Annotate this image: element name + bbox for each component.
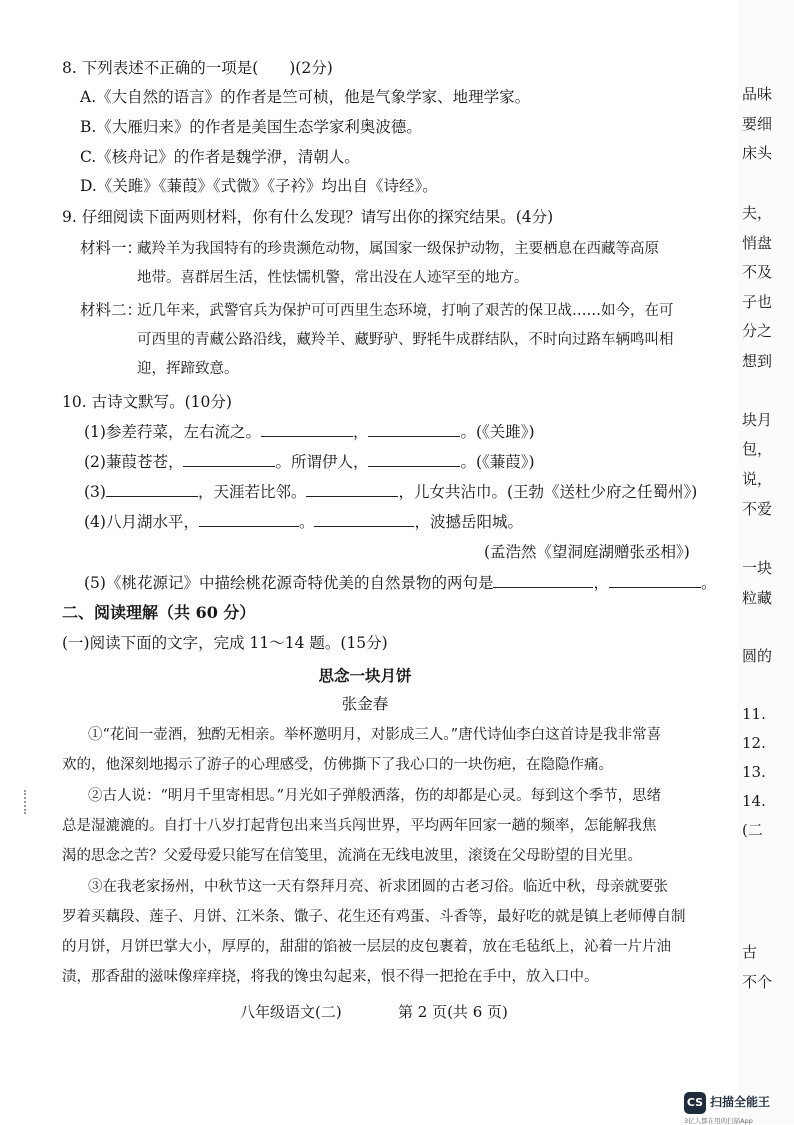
answer-blank[interactable] bbox=[199, 512, 299, 527]
camscanner-logo-icon: CS bbox=[684, 1092, 706, 1114]
section-two-instruction: (一)阅读下面的文字，完成 11～14 题。(15分) bbox=[62, 634, 388, 652]
fragment-text: 块月 bbox=[742, 411, 773, 429]
q10-item2-source: 。(《蒹葭》) bbox=[460, 453, 535, 471]
q10-item1-source: 。(《关雎》) bbox=[460, 423, 535, 441]
q10-item4-middle: 。 bbox=[298, 513, 315, 531]
fragment-text: 子也 bbox=[742, 293, 773, 311]
q10-item4-prompt: (4)八月湖水平， bbox=[84, 513, 199, 531]
q10-item4-end: ，波撼岳阳城。 bbox=[414, 513, 523, 531]
scanner-tagline: 3亿人都在用的扫描App bbox=[684, 1117, 753, 1125]
fragment-text: 品味 bbox=[742, 85, 773, 103]
fragment-text: 包， bbox=[742, 440, 773, 458]
answer-blank[interactable] bbox=[306, 482, 398, 497]
material-two-line3: 迎，挥蹄致意。 bbox=[137, 361, 239, 377]
paragraph-3-line1: ③在我老家扬州，中秋节这一天有祭拜月亮、祈求团圆的古老习俗。临近中秋，母亲就要张 bbox=[88, 879, 668, 895]
answer-blank[interactable] bbox=[314, 512, 414, 527]
q10-item3-prompt: (3) bbox=[84, 483, 106, 501]
fragment-text: 床头 bbox=[742, 144, 773, 162]
fragment-text: 古 bbox=[742, 943, 758, 961]
q10-item3 bbox=[84, 482, 697, 502]
q10-item1: (1)参差荇菜，左右流之。 ， 。(《关雎》) bbox=[84, 423, 535, 441]
fragment-text: 想到 bbox=[742, 352, 773, 370]
paragraph-1-line1: ①“花间一壶酒，独酌无相亲。举杯邀明月，对影成三人。”唐代诗仙李白这首诗是我非常喜 bbox=[88, 727, 662, 743]
section-two-title: 二、阅读理解（共 60 分） bbox=[62, 603, 256, 622]
q8-option-b: B.《大雁归来》的作者是美国生态学家利奥波德。 bbox=[80, 118, 422, 136]
scanner-app-name: 扫描全能王 bbox=[710, 1095, 771, 1109]
q10-item3-source: ，儿女共沾巾。(王勃《送杜少府之任蜀州》) bbox=[398, 483, 698, 501]
fragment-text: 不爱 bbox=[742, 500, 773, 518]
material-one-label: 材料一： bbox=[80, 239, 143, 257]
fragment-text: 13. bbox=[742, 763, 766, 781]
material-two-line2: 可西里的青藏公路沿线，藏羚羊、藏野驴、野牦牛成群结队，不时向过路车辆鸣叫相 bbox=[137, 332, 674, 348]
q8-stem: 8. 下列表述不正确的一项是( )(2分) bbox=[62, 59, 333, 77]
answer-blank[interactable] bbox=[106, 482, 198, 497]
fragment-text: 一块 bbox=[742, 559, 773, 577]
answer-blank[interactable] bbox=[368, 422, 460, 437]
answer-blank[interactable] bbox=[493, 573, 593, 588]
answer-blank[interactable] bbox=[261, 422, 353, 437]
margin-mark bbox=[24, 790, 29, 814]
q10-item1-prompt: (1)参差荇菜，左右流之。 bbox=[84, 423, 261, 441]
material-one-line2: 地带。喜群居生活，性怯懦机警，常出没在人迹罕至的地方。 bbox=[137, 270, 529, 286]
fragment-text: 说， bbox=[742, 470, 773, 488]
answer-blank[interactable] bbox=[368, 452, 460, 467]
fragment-text: 夫， bbox=[742, 204, 773, 222]
q9-stem: 9. 仔细阅读下面两则材料，你有什么发现？请写出你的探究结果。(4分) bbox=[62, 208, 554, 226]
article-author: 张金春 bbox=[341, 695, 389, 713]
q8-option-a: A.《大自然的语言》的作者是竺可桢，他是气象学家、地理学家。 bbox=[80, 88, 531, 106]
paragraph-2-line3: 渴的思念之苦？父爱母爱只能写在信笺里，流淌在无线电波里，滚烫在父母盼望的目光里。 bbox=[62, 848, 642, 864]
adjacent-page-fragment bbox=[738, 0, 794, 1124]
q10-item4-source: (孟浩然《望洞庭湖赠张丞相》) bbox=[484, 543, 690, 561]
q10-item2-prompt: (2)蒹葭苍苍， bbox=[84, 453, 184, 471]
answer-blank[interactable] bbox=[183, 452, 275, 467]
fragment-text: 悄盘 bbox=[742, 234, 773, 252]
q10-stem: 10. 古诗文默写。(10分) bbox=[62, 393, 232, 411]
fragment-text: 圆的 bbox=[742, 647, 773, 665]
q10-item5-end: 。 bbox=[700, 574, 717, 592]
article-title: 思念一块月饼 bbox=[318, 666, 412, 685]
paragraph-2-line2: 总是湿漉漉的。自打十八岁打起背包出来当兵闯世界，平均两年回家一趟的频率，怎能解我焦 bbox=[62, 818, 657, 834]
paragraph-3-line4: 渍，那香甜的滋味像痒痒挠，将我的馋虫勾起来，恨不得一把抢在手中，放入口中。 bbox=[62, 969, 599, 985]
answer-blank[interactable] bbox=[609, 573, 701, 588]
material-two-label: 材料二： bbox=[80, 301, 143, 319]
q10-item3-middle: ，天涯若比邻。 bbox=[197, 483, 307, 501]
fragment-text: 12. bbox=[742, 734, 766, 752]
fragment-text: 不个 bbox=[742, 973, 773, 991]
footer-grade: 八年级语文(二) bbox=[240, 1003, 342, 1021]
paragraph-3-line2: 罗着买藕段、莲子、月饼、江米条、馓子、花生还有鸡蛋、斗香等，最好吃的就是镇上老师傅自制 bbox=[62, 909, 686, 925]
q8-option-d: D.《关雎》《蒹葭》《式微》《子衿》均出自《诗经》。 bbox=[80, 177, 438, 195]
material-one-line1: 藏羚羊为我国特有的珍贵濒危动物，属国家一级保护动物，主要栖息在西藏等高原 bbox=[137, 241, 659, 257]
q10-item2-middle: 。所谓伊人， bbox=[275, 453, 369, 471]
footer-page-number: 第 2 页(共 6 页) bbox=[398, 1003, 508, 1021]
q10-item5: (5)《桃花源记》中描绘桃花源奇特优美的自然景物的两句是 ， 。 bbox=[84, 574, 717, 592]
q8-option-c: C.《核舟记》的作者是魏学洢，清朝人。 bbox=[80, 148, 360, 166]
paragraph-3-line3: 的月饼，月饼巴掌大小，厚厚的，甜甜的馅被一层层的皮包裹着，放在毛毡纸上，沁着一片片油 bbox=[62, 939, 671, 955]
fragment-text: 粒藏 bbox=[742, 589, 773, 607]
q10-item4 bbox=[84, 512, 523, 532]
paragraph-2-line1: ②古人说：“明月千里寄相思。”月光如子弹般洒落，伤的却都是心灵。每到这个季节，思绪 bbox=[88, 788, 662, 804]
fragment-text: 11. bbox=[742, 705, 766, 723]
q10-item2 bbox=[84, 452, 535, 472]
fragment-text: 不及 bbox=[742, 263, 773, 281]
fragment-text: 14. bbox=[742, 792, 766, 810]
material-two-line1: 近几年来，武警官兵为保护可可西里生态环境，打响了艰苦的保卫战……如今，在可 bbox=[137, 303, 674, 319]
fragment-text: 分之 bbox=[742, 322, 773, 340]
q10-item5-prompt: (5)《桃花源记》中描绘桃花源奇特优美的自然景物的两句是 bbox=[84, 574, 494, 592]
fragment-text: (二 bbox=[742, 821, 763, 839]
paragraph-1-line2: 欢的，他深刻地揭示了游子的心理感受，仿佛撕下了我心口的一块伤疤，在隐隐作痛。 bbox=[62, 757, 613, 773]
fragment-text: 要细 bbox=[742, 115, 773, 133]
